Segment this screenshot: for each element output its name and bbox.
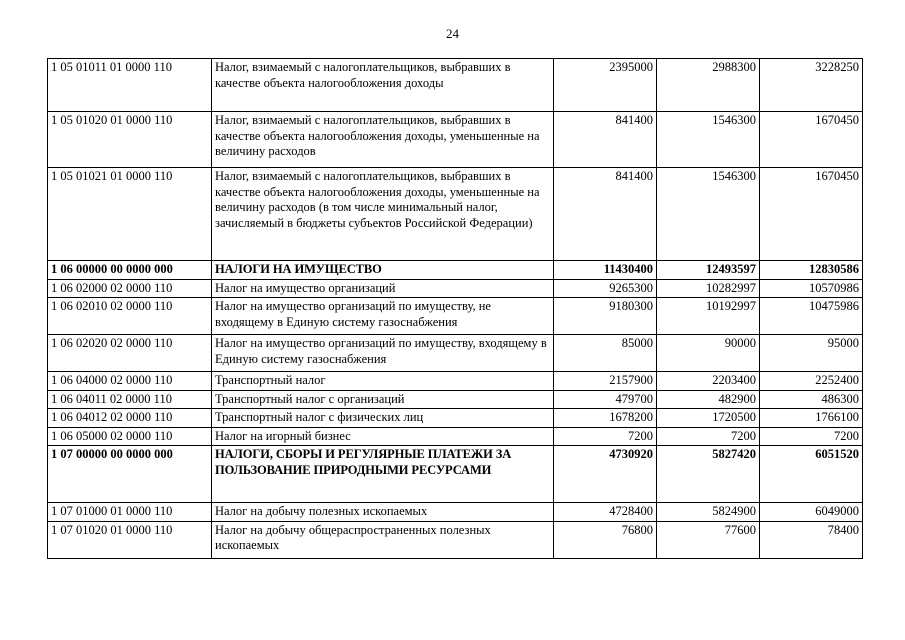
value-year-2-cell: 10192997 <box>657 298 760 335</box>
value-year-1-cell: 11430400 <box>554 261 657 280</box>
value-year-3-cell: 1670450 <box>760 168 863 261</box>
table-row <box>48 427 863 446</box>
value-year-1-cell: 9265300 <box>554 279 657 298</box>
value-year-3-cell: 1670450 <box>760 112 863 168</box>
value-year-3-cell: 12830586 <box>760 261 863 280</box>
budget-code-cell: 1 07 01020 01 0000 110 <box>48 521 212 558</box>
value-year-1-cell: 841400 <box>554 168 657 261</box>
budget-code-cell: 1 06 02000 02 0000 110 <box>48 279 212 298</box>
budget-code-cell: 1 06 04000 02 0000 110 <box>48 372 212 391</box>
page-number: 24 <box>446 26 459 41</box>
value-year-3-cell: 1766100 <box>760 409 863 428</box>
revenue-name-cell: Налог на имущество организаций <box>212 279 554 298</box>
value-year-1-cell: 85000 <box>554 335 657 372</box>
table-row <box>48 261 863 280</box>
table-row <box>48 112 863 168</box>
value-year-2-cell: 2988300 <box>657 59 760 112</box>
value-year-2-cell: 90000 <box>657 335 760 372</box>
value-year-2-cell: 77600 <box>657 521 760 558</box>
value-year-1-cell: 9180300 <box>554 298 657 335</box>
value-year-2-cell: 10282997 <box>657 279 760 298</box>
value-year-3-cell: 3228250 <box>760 59 863 112</box>
budget-code-cell: 1 06 04011 02 0000 110 <box>48 390 212 409</box>
revenue-name-cell: Налог на добычу полезных ископаемых <box>212 503 554 522</box>
table-row <box>48 521 863 558</box>
value-year-3-cell: 7200 <box>760 427 863 446</box>
value-year-2-cell: 12493597 <box>657 261 760 280</box>
budget-code-cell: 1 06 02010 02 0000 110 <box>48 298 212 335</box>
value-year-1-cell: 2395000 <box>554 59 657 112</box>
table-row <box>48 168 863 261</box>
budget-code-cell: 1 06 04012 02 0000 110 <box>48 409 212 428</box>
value-year-2-cell: 482900 <box>657 390 760 409</box>
budget-code-cell: 1 06 02020 02 0000 110 <box>48 335 212 372</box>
revenue-name-cell: НАЛОГИ НА ИМУЩЕСТВО <box>212 261 554 280</box>
table-row <box>48 372 863 391</box>
revenue-name-cell: Налог на имущество организаций по имуществу, не входящему в Единую систему газоснабжения <box>212 298 554 335</box>
value-year-1-cell: 4730920 <box>554 446 657 503</box>
value-year-3-cell: 78400 <box>760 521 863 558</box>
value-year-3-cell: 10570986 <box>760 279 863 298</box>
table-row <box>48 279 863 298</box>
value-year-2-cell: 2203400 <box>657 372 760 391</box>
value-year-1-cell: 76800 <box>554 521 657 558</box>
value-year-2-cell: 7200 <box>657 427 760 446</box>
value-year-1-cell: 4728400 <box>554 503 657 522</box>
value-year-3-cell: 95000 <box>760 335 863 372</box>
revenue-name-cell: Налог, взимаемый с налогоплательщиков, выбравших в качестве объекта налогообложения доходы, уменьшенные на величину расходов <box>212 112 554 168</box>
revenue-name-cell: Транспортный налог с организаций <box>212 390 554 409</box>
value-year-2-cell: 1720500 <box>657 409 760 428</box>
budget-code-cell: 1 07 00000 00 0000 000 <box>48 446 212 503</box>
budget-code-cell: 1 07 01000 01 0000 110 <box>48 503 212 522</box>
revenue-name-cell: Налог на игорный бизнес <box>212 427 554 446</box>
value-year-3-cell: 2252400 <box>760 372 863 391</box>
budget-code-cell: 1 05 01011 01 0000 110 <box>48 59 212 112</box>
budget-revenue-table <box>47 58 863 559</box>
table-row <box>48 409 863 428</box>
budget-code-cell: 1 06 05000 02 0000 110 <box>48 427 212 446</box>
budget-code-cell: 1 05 01020 01 0000 110 <box>48 112 212 168</box>
value-year-1-cell: 1678200 <box>554 409 657 428</box>
value-year-2-cell: 1546300 <box>657 168 760 261</box>
revenue-name-cell: Налог, взимаемый с налогоплательщиков, выбравших в качестве объекта налогообложения доходы <box>212 59 554 112</box>
table-row <box>48 335 863 372</box>
value-year-3-cell: 6049000 <box>760 503 863 522</box>
table-row <box>48 390 863 409</box>
table-row <box>48 446 863 503</box>
value-year-2-cell: 1546300 <box>657 112 760 168</box>
revenue-name-cell: Налог на имущество организаций по имуществу, входящему в Единую систему газоснабжения <box>212 335 554 372</box>
value-year-2-cell: 5824900 <box>657 503 760 522</box>
value-year-1-cell: 841400 <box>554 112 657 168</box>
value-year-1-cell: 7200 <box>554 427 657 446</box>
value-year-1-cell: 2157900 <box>554 372 657 391</box>
table-row <box>48 503 863 522</box>
revenue-name-cell: Транспортный налог с физических лиц <box>212 409 554 428</box>
revenue-name-cell: Налог на добычу общераспространенных полезных ископаемых <box>212 521 554 558</box>
revenue-name-cell: Транспортный налог <box>212 372 554 391</box>
value-year-2-cell: 5827420 <box>657 446 760 503</box>
revenue-name-cell: НАЛОГИ, СБОРЫ И РЕГУЛЯРНЫЕ ПЛАТЕЖИ ЗА ПОЛЬЗОВАНИЕ ПРИРОДНЫМИ РЕСУРСАМИ <box>212 446 554 503</box>
value-year-3-cell: 10475986 <box>760 298 863 335</box>
value-year-3-cell: 6051520 <box>760 446 863 503</box>
value-year-1-cell: 479700 <box>554 390 657 409</box>
budget-code-cell: 1 06 00000 00 0000 000 <box>48 261 212 280</box>
budget-code-cell: 1 05 01021 01 0000 110 <box>48 168 212 261</box>
revenue-name-cell: Налог, взимаемый с налогоплательщиков, выбравших в качестве объекта налогообложения доходы, уменьшенные на величину расходов (в том числе минимальный налог, зачисляемый в бюджеты субъектов Российской Федерации) <box>212 168 554 261</box>
table-row <box>48 298 863 335</box>
value-year-3-cell: 486300 <box>760 390 863 409</box>
table-row <box>48 59 863 112</box>
